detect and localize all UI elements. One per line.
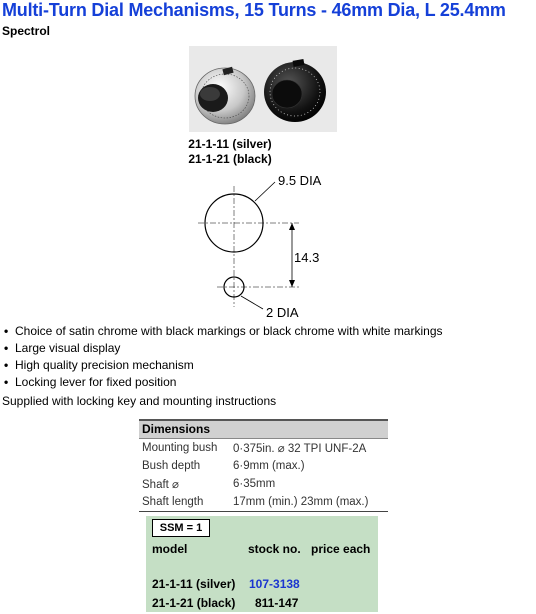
- table-row: Bush depth 6·9mm (max.): [142, 460, 305, 472]
- table-row: Mounting bush 0·375in. ⌀ 32 TPI UNF-2A: [142, 442, 367, 455]
- distance-label: 14.3: [294, 250, 320, 265]
- page-title: Multi-Turn Dial Mechanisms, 15 Turns - 46mm Dia, L 25.4mm: [2, 0, 506, 20]
- header-model: model: [152, 542, 188, 556]
- dial-knobs-image: [189, 46, 337, 132]
- table-divider: [139, 511, 388, 512]
- stock-link-silver[interactable]: 107-3138: [249, 577, 300, 591]
- list-item: • Locking lever for fixed position: [4, 375, 177, 389]
- header-stock-no: stock no.: [248, 542, 301, 556]
- dimensions-header: Dimensions: [139, 419, 388, 439]
- dimensions-table: [139, 419, 388, 512]
- model-silver: 21-1-11 (silver): [152, 577, 236, 591]
- small-dia-label: 2 DIA: [266, 305, 299, 318]
- supplied-note: Supplied with locking key and mounting instructions: [2, 394, 277, 408]
- product-photo: [189, 46, 337, 132]
- header-price: price each: [311, 542, 371, 556]
- table-row: Shaft ⌀ 6·35mm: [142, 478, 276, 491]
- list-item: • Large visual display: [4, 341, 121, 355]
- ssm-badge: SSM = 1: [152, 519, 210, 537]
- caption-silver: 21-1-11 (silver): [188, 137, 272, 151]
- brand-name: Spectrol: [2, 24, 51, 38]
- dimension-diagram: [195, 168, 345, 318]
- list-item: • Choice of satin chrome with black markings or black chrome with white markings: [4, 324, 443, 338]
- stock-panel: [146, 516, 378, 612]
- list-item: • High quality precision mechanism: [4, 358, 194, 372]
- stock-no-black: 811-147: [255, 596, 299, 610]
- model-black: 21-1-21 (black): [152, 596, 236, 610]
- table-row: Shaft length 17mm (min.) 23mm (max.): [142, 496, 369, 508]
- caption-black: 21-1-21 (black): [188, 152, 272, 166]
- features-list: [4, 323, 443, 391]
- large-dia-label: 9.5 DIA: [278, 173, 322, 188]
